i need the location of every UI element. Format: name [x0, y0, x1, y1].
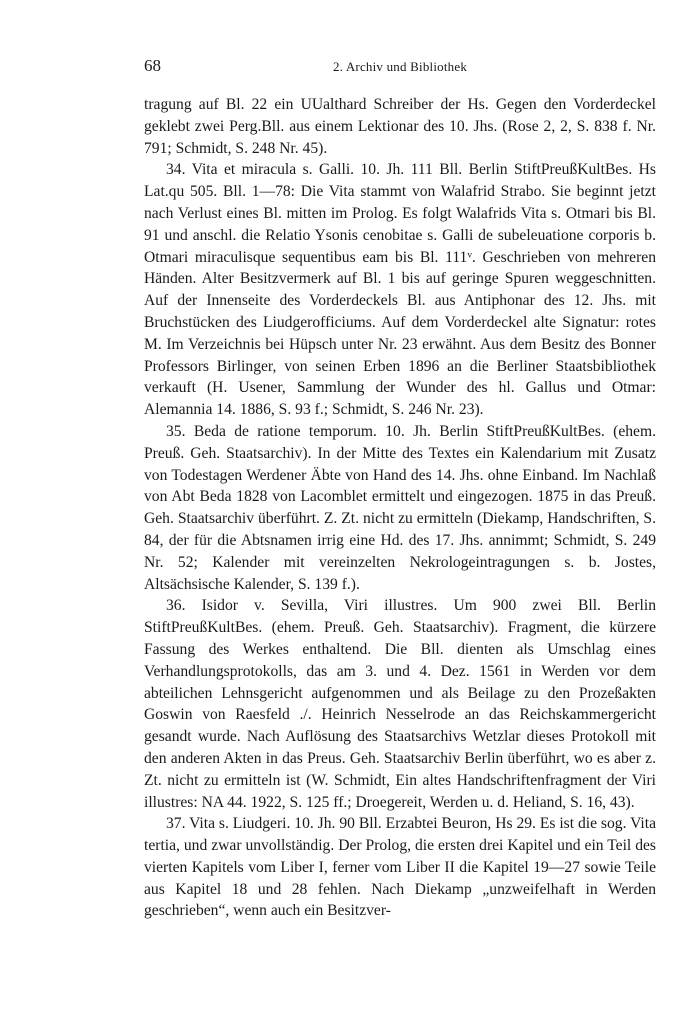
body-text [144, 94, 656, 922]
entry-34: 34. Vita et miracula s. Galli. 10. Jh. 111 Bll. Berlin StiftPreußKultBes. Hs Lat.qu 505. Bll. 1—78: Die Vita stammt von Walafrid Strabo. Sie beginnt jetzt nach Verlust eines Bl. mitten im Prolog. Es folgt Walafrids Vita s. Otmari bis Bl. 91 und anschl. die Relatio Ysonis cenobitae s. Galli de subeleuatione corporis b. Otmari miraculisque sequentibus eam bis Bl. 111ᵛ. Geschrieben von mehreren Händen. Alter Besitzvermerk auf Bl. 1 bis auf geringe Spuren weggeschnitten. Auf der Innenseite des Vorderdeckels Bl. aus Antiphonar des 12. Jhs. mit Bruchstücken des Liudgerofficiums. Auf dem Vorderdeckel alte Signatur: rotes M. Im Verzeichnis bei Hüpsch unter Nr. 23 erwähnt. Aus dem Besitz des Bonner Professors Birlinger, von seinen Erben 1896 an die Berliner Staatsbibliothek verkauft (H. Usener, Sammlung der Wunder des hl. Gallus und Otmar: Alemannia 14. 1886, S. 93 f.; Schmidt, S. 246 Nr. 23). [144, 161, 656, 419]
running-head: 2. Archiv und Bibliothek [332, 59, 468, 74]
paragraph-continuation: tragung auf Bl. 22 ein UUalthard Schreiber der Hs. Gegen den Vorderdeckel geklebt zwei Perg.Bll. aus einem Lektionar des 10. Jhs. (Rose 2, 2, S. 838 f. Nr. 791; Schmidt, S. 248 Nr. 45). [144, 96, 656, 157]
entry-37: 37. Vita s. Liudgeri. 10. Jh. 90 Bll. Erzabtei Beuron, Hs 29. Es ist die sog. Vita tertia, und zwar unvollständig. Der Prolog, die ersten drei Kapitel und ein Teil des vierten Kapitels vom Liber I, ferner vom Liber II die Kapitel 19—27 sowie Teile aus Kapitel 18 und 28 fehlen. Nach Diekamp „unzweifelhaft in Werden geschrieben“, wenn auch ein Besitzver- [144, 815, 657, 920]
entry-36: 36. Isidor v. Sevilla, Viri illustres. Um 900 zwei Bll. Berlin StiftPreußKultBes. (ehem. Preuß. Geh. Staatsarchiv). Fragment, die kürzere Fassung des Werkes enthaltend. Die Bll. dienten als Umschlag eines Verhandlungsprotokolls, das am 3. und 4. Dez. 1561 in Werden vor dem abteilichen Lehnsgericht aufgenommen und als Beilage zu den Prozeßakten Goswin von Raesfeld ./. Heinrich Nesselrode an das Reichskammergericht gesandt wurde. Nach Auflösung des Staatsarchivs Wetzlar dieses Protokoll mit den anderen Akten in das Preus. Geh. Staatsarchiv Berlin überführt, wo es aber z. Zt. nicht zu ermitteln ist (W. Schmidt, Ein altes Handschriftenfragment der Viri illustres: NA 44. 1922, S. 125 ff.; Droegereit, Werden u. d. Heliand, S. 16, 43). [144, 597, 656, 811]
entry-35: 35. Beda de ratione temporum. 10. Jh. Berlin StiftPreußKultBes. (ehem. Preuß. Geh. Staatsarchiv). In der Mitte des Textes ein Kalendarium mit Zusatz von Todestagen Werdener Äbte von Hand des 14. Jhs. ohne Einband. Im Nachlaß von Abt Beda 1828 von Lacomblet ermittelt und eingezogen. 1875 in das Preuß. Geh. Staatsarchiv überführt. Z. Zt. nicht zu ermitteln (Diekamp, Handschriften, S. 84, der für die Abtsnamen irrig eine Hd. des 17. Jhs. annimmt; Schmidt, S. 249 Nr. 52; Kalender mit vereinzelten Nekrologeintragungen s. b. Jostes, Altsächsische Kalender, S. 139 f.). [144, 422, 656, 593]
page-number: 68 [144, 56, 161, 75]
